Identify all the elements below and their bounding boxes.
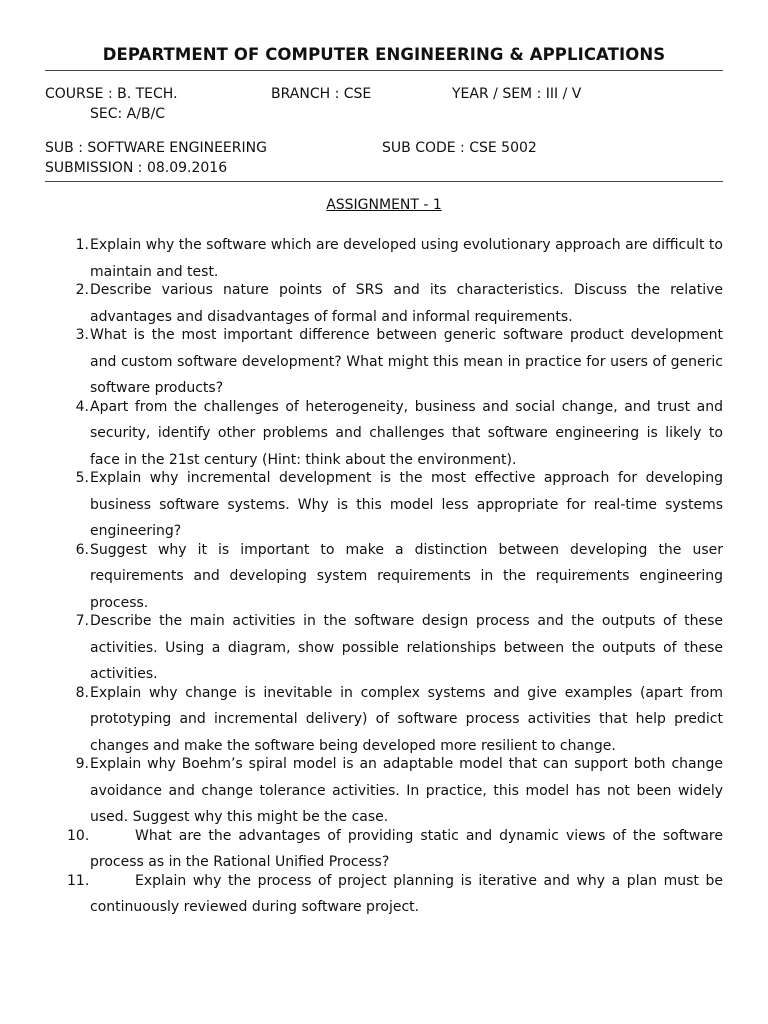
question-item bbox=[45, 868, 723, 921]
info-rule bbox=[45, 181, 723, 182]
question-number: 5. bbox=[75, 470, 89, 486]
assignment-title: ASSIGNMENT - 1 bbox=[326, 197, 442, 213]
branch-label: BRANCH : CSE bbox=[271, 86, 372, 102]
question-number: 1. bbox=[75, 237, 89, 253]
question-item bbox=[45, 751, 723, 831]
question-text: Apart from the challenges of heterogeneity, business and social change, and trust and security, identify other problems and challenges that software engineering is likely to face in the 21st century (Hint: think about the environment). bbox=[90, 398, 723, 468]
question-number: 4. bbox=[75, 398, 89, 415]
question-text: Describe the main activities in the software design process and the outputs of these activities. Using a diagram, show possible relationships between the outputs of these activities. bbox=[90, 613, 723, 682]
question-item bbox=[45, 465, 723, 545]
question-item bbox=[45, 322, 723, 402]
question-text: Explain why change is inevitable in complex systems and give examples (apart from prototyping and incremental delivery) of software process activities that help predict changes and make the software being developed more resilient to change. bbox=[90, 684, 723, 754]
page-title: DEPARTMENT OF COMPUTER ENGINEERING & APPLICATIONS bbox=[102, 45, 666, 64]
year-sem-label: YEAR / SEM : III / V bbox=[452, 86, 582, 102]
question-item bbox=[45, 537, 723, 617]
question-number: 3. bbox=[75, 327, 89, 343]
question-text: What are the advantages of providing static and dynamic views of the software process as in the Rational Unified Process? bbox=[90, 827, 723, 870]
question-text: Explain why Boehm’s spiral model is an adaptable model that can support both change avoidance and change tolerance activities. In practice, this model has not been widely used. Suggest why this might be the case. bbox=[90, 756, 723, 825]
question-list bbox=[45, 232, 723, 913]
question-number: 6. bbox=[75, 541, 89, 558]
question-number: 7. bbox=[75, 613, 89, 629]
course-label: COURSE : B. TECH. bbox=[45, 86, 178, 102]
submission-label: SUBMISSION : 08.09.2016 bbox=[45, 160, 228, 176]
header-rule bbox=[45, 70, 723, 71]
question-number: 2. bbox=[75, 282, 89, 298]
question-text: What is the most important difference between generic software product development and custom software development? What might this mean in practice for users of generic software products? bbox=[90, 327, 723, 396]
question-text: Suggest why it is important to make a distinction between developing the user requirements and developing system requirements in the requirements engineering process. bbox=[90, 541, 723, 611]
question-text: Explain why the process of project planning is iterative and why a plan must be continuously reviewed during software project. bbox=[90, 872, 723, 915]
sub-code-label: SUB CODE : CSE 5002 bbox=[382, 140, 537, 156]
question-number: 10. bbox=[67, 827, 90, 844]
question-number: 9. bbox=[75, 756, 89, 772]
subject-label: SUB : SOFTWARE ENGINEERING bbox=[45, 140, 267, 156]
question-text: Explain why incremental development is the most effective approach for developing business software systems. Why is this model less appropriate for real-time systems engineering? bbox=[90, 470, 723, 539]
question-text: Explain why the software which are developed using evolutionary approach are difficult to maintain and test. bbox=[90, 237, 723, 280]
question-item bbox=[45, 680, 723, 760]
question-number: 11. bbox=[67, 872, 90, 889]
question-item bbox=[45, 608, 723, 688]
section-label: SEC: A/B/C bbox=[90, 106, 166, 122]
question-number: 8. bbox=[75, 684, 89, 701]
question-text: Describe various nature points of SRS and its characteristics. Discuss the relative advantages and disadvantages of formal and informal requirements. bbox=[90, 282, 723, 325]
question-item bbox=[45, 394, 723, 474]
